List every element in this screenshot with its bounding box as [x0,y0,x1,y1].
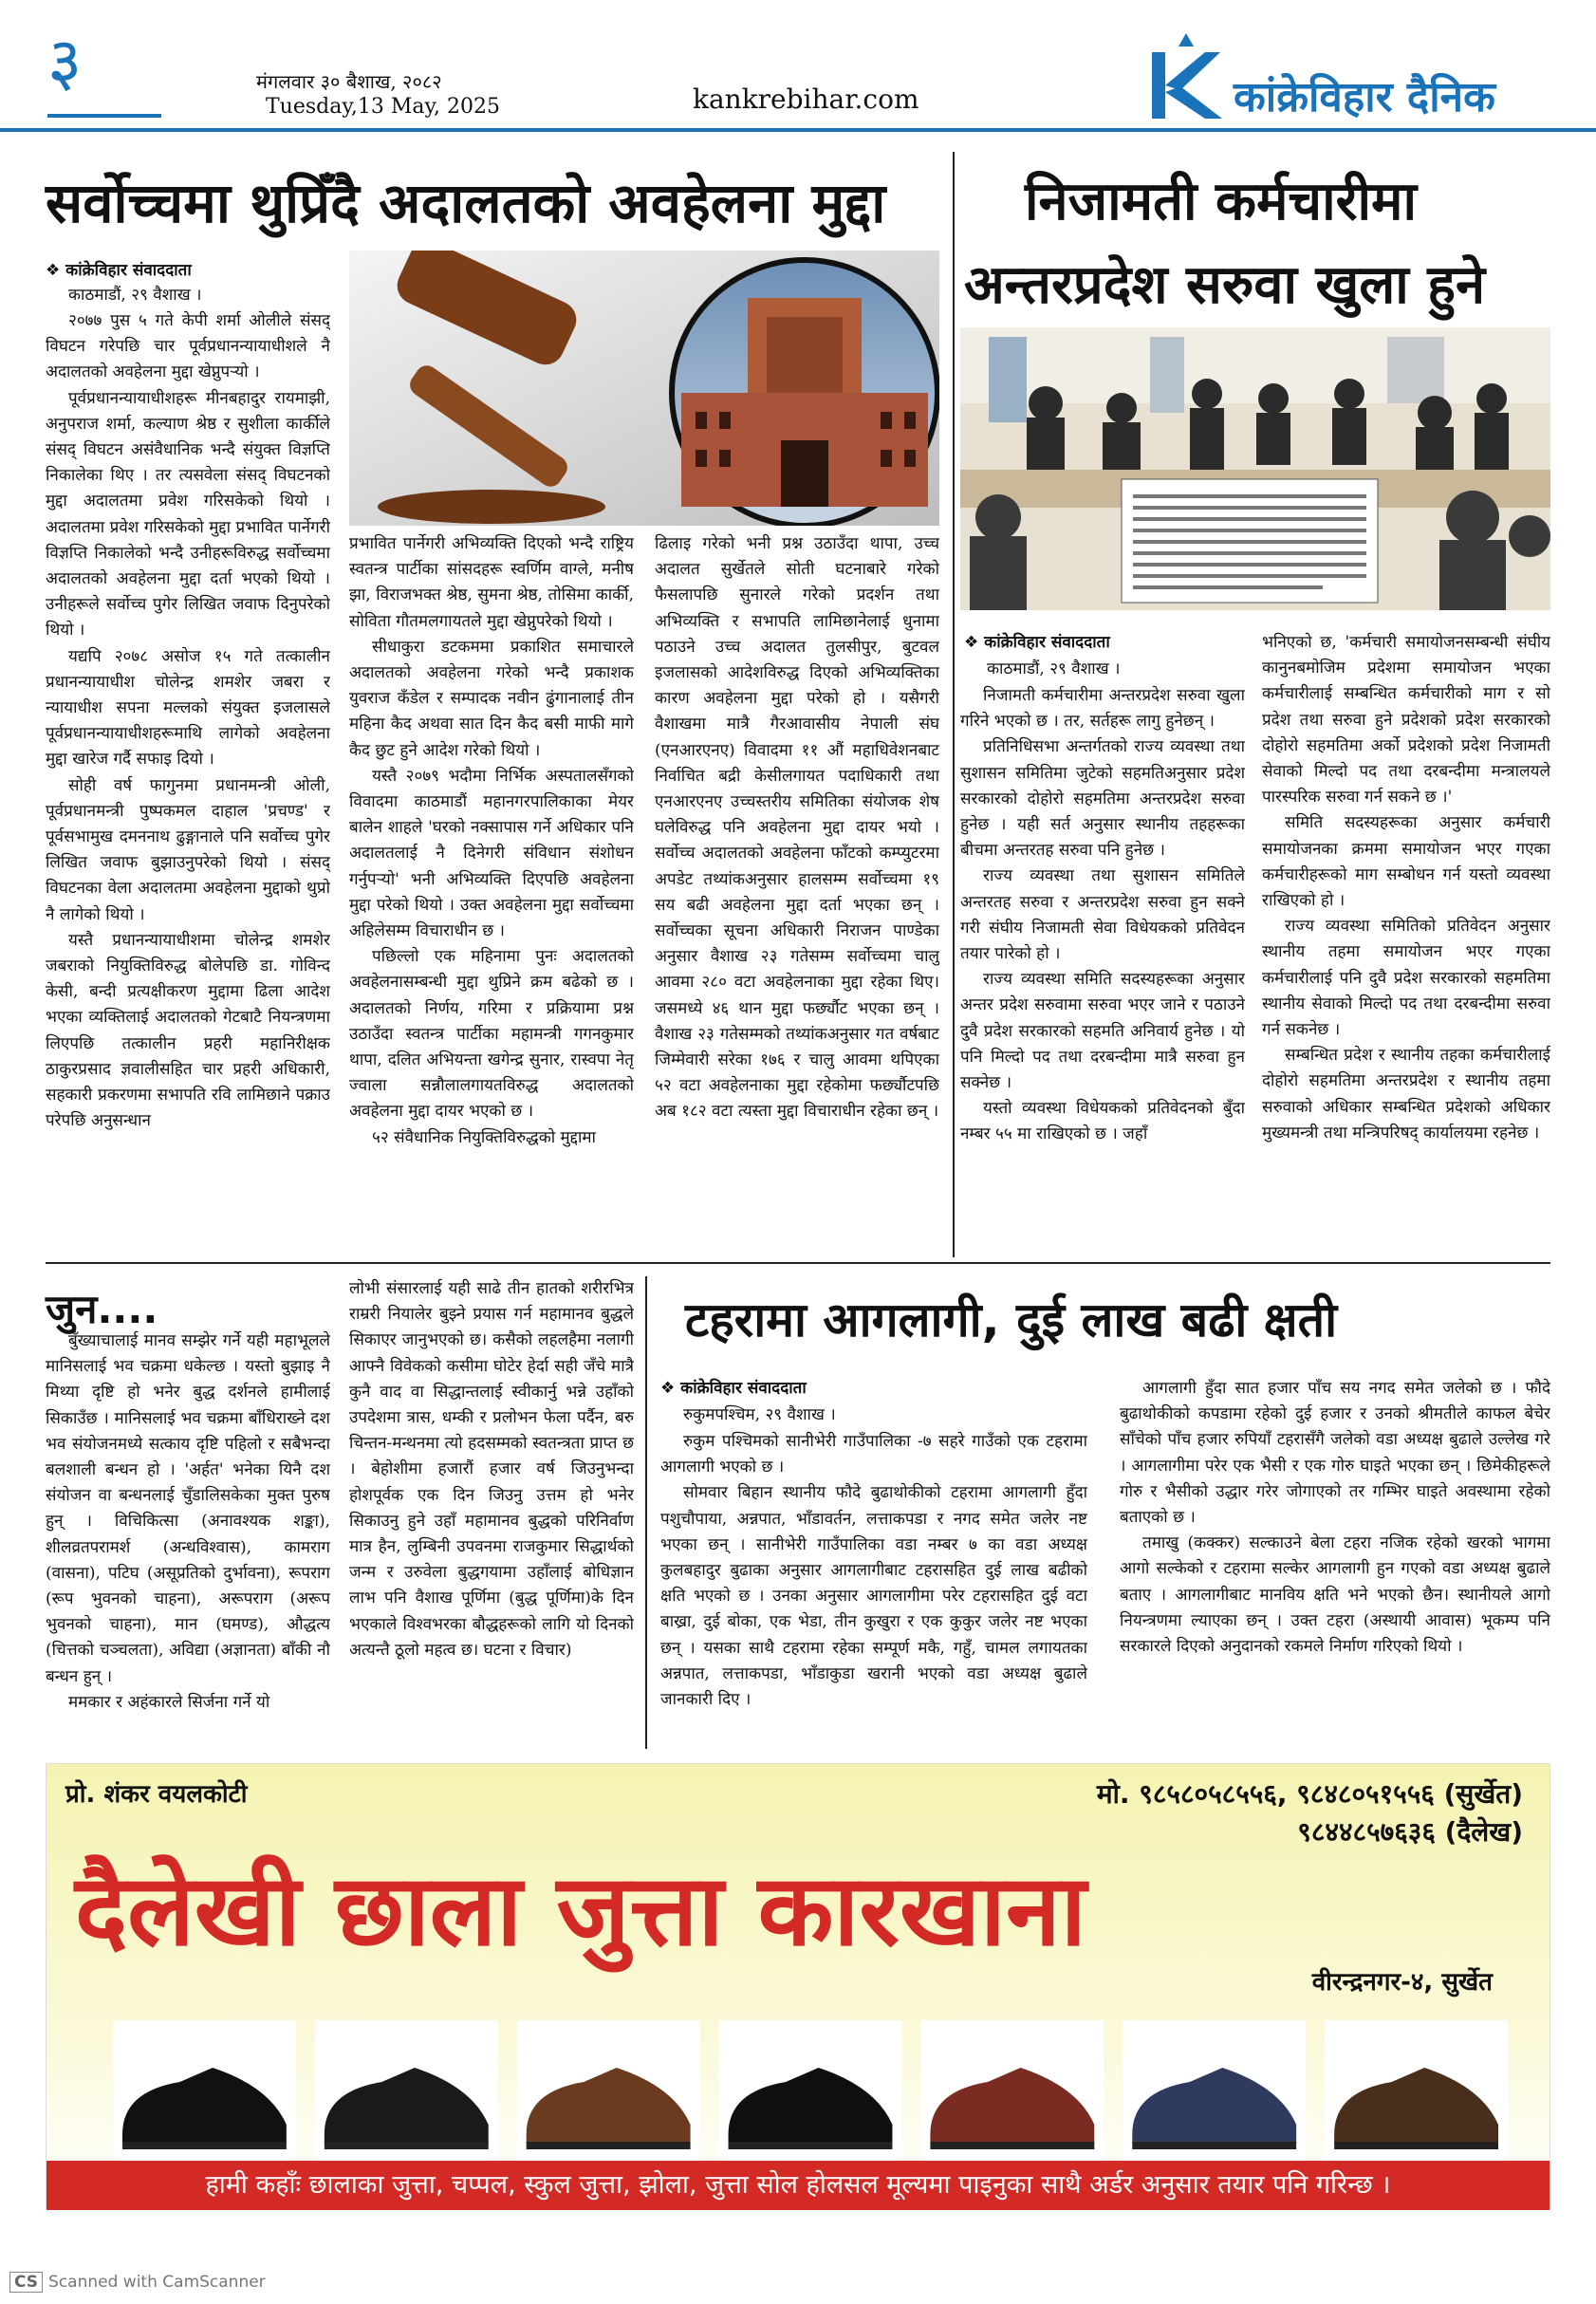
advertisement[interactable] [46,1763,1550,2209]
paragraph: पछिल्लो एक महिनामा पुनः अदालतको अवहेलनासम्बन्धी मुद्दा थुप्रिने क्रम बढेको छ । अदालतको निर्णय, गरिमा र प्रक्रियामा प्रश्न उठाउँदा स्वतन्त्र पार्टीका महामन्त्री गगनकुमार थापा, दलित अभियन्ता खगेन्द्र सुनार, रास्वपा नेतृ ज्वाला सन्नौलालगायतविरुद्ध अदालतको अवहेलना मुद्दा दायर भएको छ । [349,947,634,1122]
ad-address: वीरन्द्रनगर-४, सुर्खेत [1311,1968,1493,1997]
website-link[interactable]: kankrebihar.com [693,84,919,115]
paragraph: राज्य व्यवस्था तथा सुशासन समितिले अन्तरतह सरुवा र अन्तरप्रदेश सरुवा हुन सक्ने गरी संघीय निजामती सेवा विधेयकको प्रतिवेदन तयार पारेको हो । [960,866,1245,964]
paragraph: ढिलाइ गरेको भनी प्रश्न उठाउँदा थापा, उच्च अदालत सुर्खेतले सोती घटनाबारे गरेको फैसलापछि सुनारले गरेको प्रदर्शन तथा अभिव्यक्ति र सभापति लामिछानेलाई धुनामा पठाउने उच्च अदालत तुलसीपुर, बुटवल इजलासको आदेशविरुद्ध दिएको अभिव्यक्तिका कारण अवहेलना मुद्दा परेको हो । यसैगरी वैशाखमा मात्रै गैरआवासीय नेपाली संघ (एनआरएनए) विवादमा ११ औं महाधिवेशनबाट निर्वाचित बद्री केसीलगायत पदाधिकारी तथा एनआरएनए उच्चस्तरीय समितिका संयोजक शेष घलेविरुद्ध पनि अवहेलना मुद्दा दायर भयो । सर्वोच्च अदालतको अवहेलना फाँटको कम्प्युटरमा अपडेट तथ्यांकअनुसार हालसम्म सर्वोच्चमा १९ सय बढी अवहेलना मुद्दा दर्ता भएका छन् । सर्वोच्चका सूचना अधिकारी निराजन पाण्डेका अनुसार वैशाख २३ गतेसम्म सर्वोच्चमा चालु आवमा २८० वटा अवहेलनाका मुद्दा रहेका थिए। जसमध्ये ४६ थान मुद्दा फर्छ्यौट भएका छन् । वैशाख २३ गतेसम्मको तथ्यांकअनुसार गत वर्षबाट जिम्मेवारी सरेका १७६ र चालु आवमा थपिएका ५२ वटा अवहेलनाका मुद्दा रहेकोमा फर्छ्यौटपछि अब १८२ वटा त्यस्ता मुद्दा विचाराधीन रहेका छन् । [655,534,939,1122]
shoe-icon [315,2020,498,2163]
paragraph: बुँख्याचालाई मानव सम्झेर गर्ने यही महाभूलले मानिसलाई भव चक्रमा धकेल्छ । यस्तो बुझाइ नै मिथ्या दृष्टि हो भनेर बुद्ध दर्शनले हामीलाई सिकाउँछ । मानिसलाई भव चक्रमा बाँधिराख्ने दश भव संयोजनमध्ये सत्काय दृष्टि पहिलो र सबैभन्दा बलशाली बन्धन हो । 'अर्हत' भनेका यिनै दश संयोजन वा बन्धनलाई चुँडालिसकेका मुक्त पुरुष हुन् । विचिकित्सा (अनावश्यक शङ्का), शीलव्रतपरामर्श (अन्धविश्वास), कामराग (वासना), पटिघ (असूप्रतिको दुर्भावना), रूपराग (रूप भुवनको चाहना), अरूपराग (अरूप भुवनको चाहना), मान (घमण्ड), औद्धत्य (चित्तको चञ्चलता), अविद्या (अज्ञानता) बाँकी नौ बन्धन हुन् । [46,1331,330,1686]
date-nepali: मंगलवार ३० बैशाख, २०८२ [256,70,442,93]
divider-horizontal-middle [46,1262,1550,1264]
shoe-icon [113,2020,296,2163]
date-english: Tuesday,13 May, 2025 [266,95,500,119]
camscanner-logo-icon: CS [9,2272,43,2293]
divider-vertical-top [953,152,955,1257]
paragraph: सम्बन्धित प्रदेश र स्थानीय तहका कर्मचारीलाई दोहोरो सहमतिमा अन्तरप्रदेश र स्थानीय तहमा सरुवाको अधिकार सम्बन्धित प्रदेशको अधिकार मुख्यमन्त्री तथा मन्त्रिपरिषद् कार्यालयमा रहनेछ । [1262,1046,1550,1143]
brand-logo-icon [1148,33,1224,123]
paragraph: सीधाकुरा डटकममा प्रकाशित समाचारले अदालतको अवहेलना गरेको भन्दै प्रकाशक युवराज कँडेल र सम्पादक नवीन ढुंगानालाई तीन महिना कैद अथवा सात दिन कैद बसी माफी मागे कैद छुट हुने आदेश गरेको थियो । [349,637,634,760]
masthead [0,0,1596,133]
ad-services-banner: हामी कहाँः छालाका जुत्ता, चप्पल, स्कुल जुत्ता, झोला, जुत्ता सोल होलसल मूल्यमा पाइनुका साथै अर्डर अनुसार तयार पनि गरिन्छ । [46,2161,1550,2210]
paragraph: सोही वर्ष फागुनमा प्रधानमन्त्री ओली, पूर्वप्रधानमन्त्री पुष्पकमल दाहाल 'प्रचण्ड' र पूर्वसभामुख दमननाथ ढुङ्गानाले पनि सर्वोच्च पुगेर लिखित जवाफ बुझाउनुपरेको थियो । संसद् विघटनका वेला अदालतमा अवहेलना मुद्दाको थुप्रो नै लागेको थियो । [46,775,330,924]
shoe-icon [920,2020,1104,2163]
ad-phone-primary: मो. ९८५८०५८५५६, ९८४८०५१५५६ (सुर्खेत) [1096,1778,1523,1810]
article2-column-1 [960,683,1245,1253]
article1-column-3 [655,531,939,1253]
ad-business-name: दैलेखी छाला जुत्ता कारखाना [75,1852,1086,1968]
article4-column-2 [1120,1376,1550,1752]
paragraph: राज्य व्यवस्था समितिको प्रतिवेदन अनुसार स्थानीय तहमा समायोजन भएर गएका कर्मचारीलाई पनि दुवै प्रदेश सरकारको सहमतिमा स्थानीय सेवाको मिल्दो पद तथा दरबन्दीमा सरुवा गर्न सकनेछ । [1262,917,1550,1040]
paragraph: आगलागी हुँदा सात हजार पाँच सय नगद समेत जलेको छ । फौदे बुढाथोकीको कपडामा रहेको दुई हजार र उनको श्रीमतीले काफल बेचेर साँचेको पाँच हजार रुपियाँ टहरासँगै जलेको वडा अध्यक्ष बुढाले उल्लेख गरे । आगलागीमा परेर एक भैसी र एक गोरु घाइते भएका छन् । छिमेकीहरूले गोरु र भैसीको उद्धार गरेर जोगाएको तर गम्भिर घाइते अवस्थामा रहेको बताएको छ । [1120,1379,1550,1528]
paragraph: राज्य व्यवस्था समिति सदस्यहरूका अनुसार अन्तर प्रदेश सरुवामा सरुवा भएर जाने र पठाउने दुवै प्रदेश सरकारको सहमति अनिवार्य हुनेछ । यो पनि मिल्दो पद तथा दरबन्दीमा मात्रै सरुवा हुन सक्नेछ । [960,970,1245,1093]
article4-headline: टहरामा आगलागी, दुई लाख बढी क्षती [685,1292,1338,1347]
article1-column-2 [349,531,634,1253]
article2-column-2 [1262,630,1550,1253]
shoe-icon [517,2020,700,2163]
article1-column-1 [46,308,330,1257]
paragraph: लोभी संसारलाई यही साढे तीन हातको शरीरभित्र राम्ररी नियालेर बुझ्ने प्रयास गर्न महामानव बुद्धले सिकाएर जानुभएको छ। कसैको लहलहैमा नलागी आफ्नै विवेकको कसीमा घोटेर हेर्दा सही जँचे मात्रै कुनै वाद वा सिद्धान्तलाई स्वीकार्नु भन्ने उहाँको उपदेशमा त्रास, धम्की र प्रलोभन फेला पर्दैन, बरु चिन्तन-मन्थनमा त्यो हदसम्मको स्वतन्त्रता प्राप्त छ । बेहोशीमा हजारौं हजार वर्ष जिउनुभन्दा होशपूर्वक एक दिन जिउनु उत्तम हो भनेर सिकाउनु हुने उहाँ महामानव बुद्धको परिनिर्वाण मात्र हैन, लुम्बिनी उपवनमा राजकुमार सिद्धार्थको जन्म र उरुवेला बुद्धगयामा उहाँलाई बोधिज्ञान लाभ पनि वैशाख पूर्णिमा (बुद्ध पूर्णिमा)के दिन भएकाले विश्वभरका बौद्धहरूको लागि यो दिनको अत्यन्तै ठूलो महत्व छ। घटना र विचार) [349,1279,634,1660]
article2-dateline: काठमाडौं, २९ वैशाख । [987,660,1121,678]
article1-dateline: काठमाडौं, २९ वैशाख । [68,286,202,305]
article4-dateline: रुकुमपश्चिम, २९ वैशाख । [683,1405,836,1424]
shoe-icon [1325,2020,1508,2163]
header-rule [0,128,1596,132]
article3-column-2 [349,1276,634,1751]
paragraph: यस्तै प्रधानन्यायाधीशमा चोलेन्द्र शमशेर जबराको नियुक्तिविरुद्ध बोलेपछि डा. गोविन्द केसी, बन्दी प्रत्यक्षीकरण मुद्दामा ढिला आदेश भएका व्यक्तिलाई अदालतको गेटबाटै नियन्त्रणमा लिएपछि तत्कालीन प्रहरी महानिरीक्षक ठाकुरप्रसाद ज्ञवालीसहित चार प्रहरी अधिकारी, सहकारी प्रकरणमा सभापति रवि लामिछाने पक्राउ परेपछि अनुसन्धान [46,930,330,1131]
paragraph: भनिएको छ, 'कर्मचारी समायोजनसम्बन्धी संघीय कानुनबमोजिम प्रदेशमा समायोजन भएका कर्मचारीलाई सम्बन्धित कर्मचारीको माग र सो प्रदेश तथा सरुवा हुने प्रदेशको प्रदेश सरकारको दोहोरो सहमतिमा अर्को प्रदेशको प्रदेश निजामती सेवाको मिल्दो पद तथा दरबन्दीमा मन्त्रालयले पारस्परिक सरुवा गर्न सकने छ ।' [1262,633,1550,808]
article3-column-1 [46,1329,330,1751]
paragraph: समिति सदस्यहरूका अनुसार कर्मचारी समायोजनका क्रममा समायोजन भएर गएका कर्मचारीहरूको माग सम्बोधन गर्न यस्तो व्यवस्था राखिएको हो । [1262,813,1550,911]
scanner-text: Scanned with CamScanner [48,2273,266,2292]
paragraph: पूर्वप्रधानन्यायाधीशहरू मीनबहादुर रायमाझी, अनुपराज शर्मा, कल्याण श्रेष्ठ र सुशीला कार्कीले संसद् विघटन असंवैधानिक भन्दै संयुक्त विज्ञप्ति निकालेका थिए । तर त्यसवेला संसद् विघटनको मुद्दा अदालतमा प्रवेश गरिसकेको थियो । अदालतमा प्रवेश गरिसकेको मुद्दा प्रभावित पार्नेगरी विज्ञप्ति निकालेको भन्दै उनीहरूविरुद्ध सर्वोच्चमा अदालतको अवहेलना मुद्दा दर्ता भएको थियो । उनीहरूले सर्वोच्च पुगेर लिखित जवाफ दिनुपरेको थियो । [46,388,330,641]
page-number-underline [47,114,161,118]
article1-headline: सर्वोच्चमा थुप्रिँदै अदालतको अवहेलना मुद्दा [46,171,886,235]
paragraph: २०७७ पुस ५ गते केपी शर्मा ओलीले संसद् विघटन गरेपछि चार पूर्वप्रधानन्यायाधीशले नै अदालतको अवहेलना मुद्दा खेप्नुपर्‍यो । [46,311,330,382]
shoe-icon [719,2020,902,2163]
article2-headline-line1: निजामती कर्मचारीमा [1025,171,1418,232]
paragraph: ममकार र अहंकारले सिर्जना गर्ने यो [68,1692,270,1712]
paragraph: यस्तो व्यवस्था विधेयकको प्रतिवेदनको बुँदा नम्बर ५५ मा राखिएको छ । जहाँ [960,1099,1245,1144]
ad-phone-secondary: ९८४४८५७६३६ (दैलेख) [1297,1816,1523,1848]
article4-column-1 [660,1429,1087,1752]
paragraph: यस्तै २०७९ भदौमा निर्भिक अस्पतालसँगको विवादमा काठमाडौं महानगरपालिकाका मेयर बालेन शाहले 'घरको नक्सापास गर्ने अधिकार पनि अदालतलाई नै दिनेगरी संविधान संशोधन गर्नुपर्‍यो' भनी अभिव्यक्ति दिएपछि अवहेलना मुद्दा परेको थियो । उक्त अवहेलना मुद्दा सर्वोच्चमा अहिलेसम्म विचाराधीन छ । [349,766,634,941]
article3-headline: जुन.... [46,1286,158,1332]
paragraph: ५२ संवैधानिक नियुक्तिविरुद्धको मुद्दामा [372,1127,596,1147]
paragraph: निजामती कर्मचारीमा अन्तरप्रदेश सरुवा खुला गरिने भएको छ । तर, सर्तहरू लागु हुनेछन् । [960,686,1245,732]
divider-vertical-bottom [645,1276,647,1749]
scanner-watermark [9,2273,266,2292]
page-number: ३ [47,23,83,101]
committee-meeting-photo [960,327,1550,610]
paragraph: तमाखु (कक्कर) सल्काउने बेला टहरा नजिक रहेको खरको भागमा आगो सल्केको र टहरामा सल्केर आगलागी हुन गएको वडा अध्यक्ष बुढाले बताए । आगलागीबाट मानविय क्षति भने भएको छैन। स्थानीयले आगो नियन्त्रणमा ल्याएका छन् । उक्त टहरा (अस्थायी आवास) भूकम्प पनि सरकारले दिएको अनुदानको रकमले निर्माण गरिएको थियो । [1120,1533,1550,1657]
paragraph: यद्यपि २०७८ असोज १५ गते तत्कालीन प्रधानन्यायाधीश चोलेन्द्र शमशेर जबरा र न्यायाधीश सपना मल्लको संयुक्त इजलासले पूर्वप्रधानन्यायाधीशहरूमाथि लागेको अवहेलना मुद्दा खारेज गर्दै सफाइ दियो । [46,646,330,770]
paragraph: रुकुम पश्चिमको सानीभेरी गाउँपालिका -७ सहरे गाउँको एक टहरामा आगलागी भएको छ । [660,1432,1087,1477]
gavel-court-photo [349,251,939,526]
ad-owner-name: प्रो. शंकर वयलकोटी [65,1780,248,1809]
paragraph: सोमवार बिहान स्थानीय फौदे बुढाथोकीको टहरामा आगलागी हुँदा पशुचौपाया, अन्नपात, भाँडावर्तन, लत्ताकपडा र नगद समेत जलेर नष्ट भएका छन् । सानीभेरी गाउँपालिका वडा नम्बर ७ का वडा अध्यक्ष कुलबहादुर बुढाका अनुसार आगलागीबाट टहरासहित दुई लाख बढीको क्षति भएको छ । उनका अनुसार आगलागीमा परेर टहरासहित दुई वटा बाख्रा, दुई बोका, एक भेडा, तीन कुखुरा र एक कुकुर जलेर नष्ट भएका छन् । यसका साथै टहरामा रहेका सम्पूर्ण मकै, गहुँ, चामल लगायतका अन्नपात, लत्ताकपडा, भाँडाकुडा खरानी भएको वडा अध्यक्ष बुढाले जानकारी दिए । [660,1483,1087,1710]
shoe-icon [1123,2020,1306,2163]
brand-name: कांक्रेविहार दैनिक [1234,73,1495,121]
article2-byline: ❖ कांक्रेविहार संवाददाता [964,633,1110,652]
article4-byline: ❖ कांक्रेविहार संवाददाता [660,1379,807,1398]
article2-headline-line2: अन्तरप्रदेश सरुवा खुला हुने [964,254,1486,316]
paragraph: प्रभावित पार्नेगरी अभिव्यक्ति दिएको भन्दै राष्ट्रिय स्वतन्त्र पार्टीका सांसदहरू स्वर्णिम वाग्ले, मनीष झा, विराजभक्त श्रेष्ठ, सुमना श्रेष्ठ, तोसिमा कार्की, सोविता गौतमलगायतले मुद्दा खेप्नुपरेको थियो । [349,534,634,631]
article1-byline: ❖ कांक्रेविहार संवाददाता [46,261,192,280]
paragraph: प्रतिनिधिसभा अन्तर्गतको राज्य व्यवस्था तथा सुशासन समितिमा जुटेको सहमतिअनुसार प्रदेश सरकारको दोहोरो सहमतिमा अन्तरप्रदेश सरुवा हुनेछ । यही सर्त अनुसार स्थानीय तहहरूका बीचमा अन्तरतह सरुवा पनि हुनेछ । [960,737,1245,861]
